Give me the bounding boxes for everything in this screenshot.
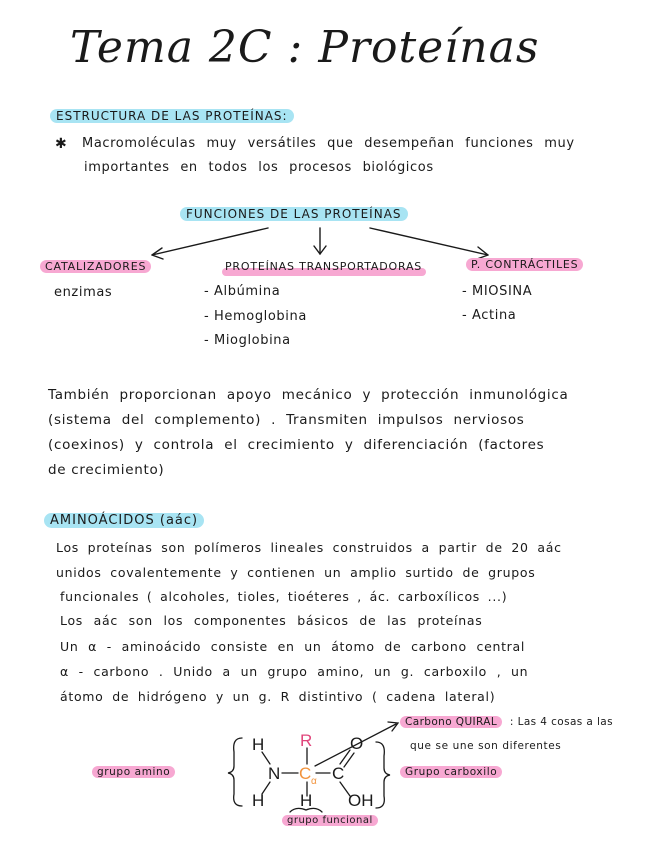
h-bottom-atom: H [300,791,313,810]
right-brace [376,742,390,808]
functions-heading: FUNCIONES DE LAS PROTEÍNAS [180,207,408,221]
transportadoras-item: - Albúmina [204,284,281,299]
paragraph-line: (sistema del complemento) . Transmiten impulsos nerviosos [48,412,525,428]
oh-group: OH [348,791,374,810]
catalizadores-label: CATALIZADORES [40,260,151,273]
c-alpha-atom: C [299,764,312,783]
transportadoras-label: PROTEÍNAS TRANSPORTADORAS [225,260,423,273]
c-carboxyl-atom: C [332,764,345,783]
aminoacids-line: funcionales ( alcoholes, tioles, tioéteres , ác. carboxílicos ...) [60,589,508,604]
transportadoras-item: - Mioglobina [204,333,291,348]
h-top-atom: H [252,735,265,754]
paragraph-line: (coexinos) y controla el crecimiento y diferenciación (factores [48,437,545,453]
n-atom: N [268,764,281,783]
r-group: R [300,731,313,750]
h-bottom-left-atom: H [252,791,265,810]
structure-bullet-line2: importantes en todos los procesos biológicos [84,160,434,175]
aminoacids-line: Un α - aminoácido consiste en un átomo de carbono central [60,639,526,654]
structure-bullet-line1: Macromoléculas muy versátiles que desempeñan funciones muy [82,136,575,151]
transportadoras-item: - Hemoglobina [204,309,307,324]
aminoacids-line: unidos covalentemente y contienen un amplio surtido de grupos [56,565,536,580]
carbono-quiral-label: Carbono QUIRAL : Las 4 cosas a las [400,716,613,728]
aminoacids-line: átomo de hidrógeno y un g. R distintivo ( cadena lateral) [60,689,496,704]
aminoacids-line: α - carbono . Unido a un grupo amino, un g. carboxilo , un [60,664,529,679]
page-title: Tema 2C : Proteínas [70,22,540,73]
quiral-description: que se une son diferentes [410,740,562,752]
left-brace [228,738,242,806]
catalizadores-item: enzimas [54,285,113,300]
grupo-funcional-label: grupo funcional [282,815,378,826]
aminoacids-line: Los aác son los componentes básicos de las proteínas [60,613,483,628]
bullet-star-icon: ✱ [55,136,68,152]
paragraph-line: También proporcionan apoyo mecánico y protección inmunológica [48,387,569,403]
grupo-amino-label: grupo amino [92,766,175,778]
structure-heading: ESTRUCTURA DE LAS PROTEÍNAS: [50,109,294,123]
grupo-carboxilo-label: Grupo carboxilo [400,766,502,778]
contractiles-item: - MIOSINA [462,284,533,299]
paragraph-line: de crecimiento) [48,462,165,478]
aminoacidos-heading: AMINOÁCIDOS (aác) [44,513,204,528]
contractiles-label: P. CONTRÁCTILES [466,258,583,271]
alpha-subscript: α [311,776,317,787]
aminoacids-line: Los proteínas son polímeros lineales construidos a partir de 20 aác [56,540,562,555]
o-double-atom: O [350,734,364,753]
contractiles-item: - Actina [462,308,517,323]
